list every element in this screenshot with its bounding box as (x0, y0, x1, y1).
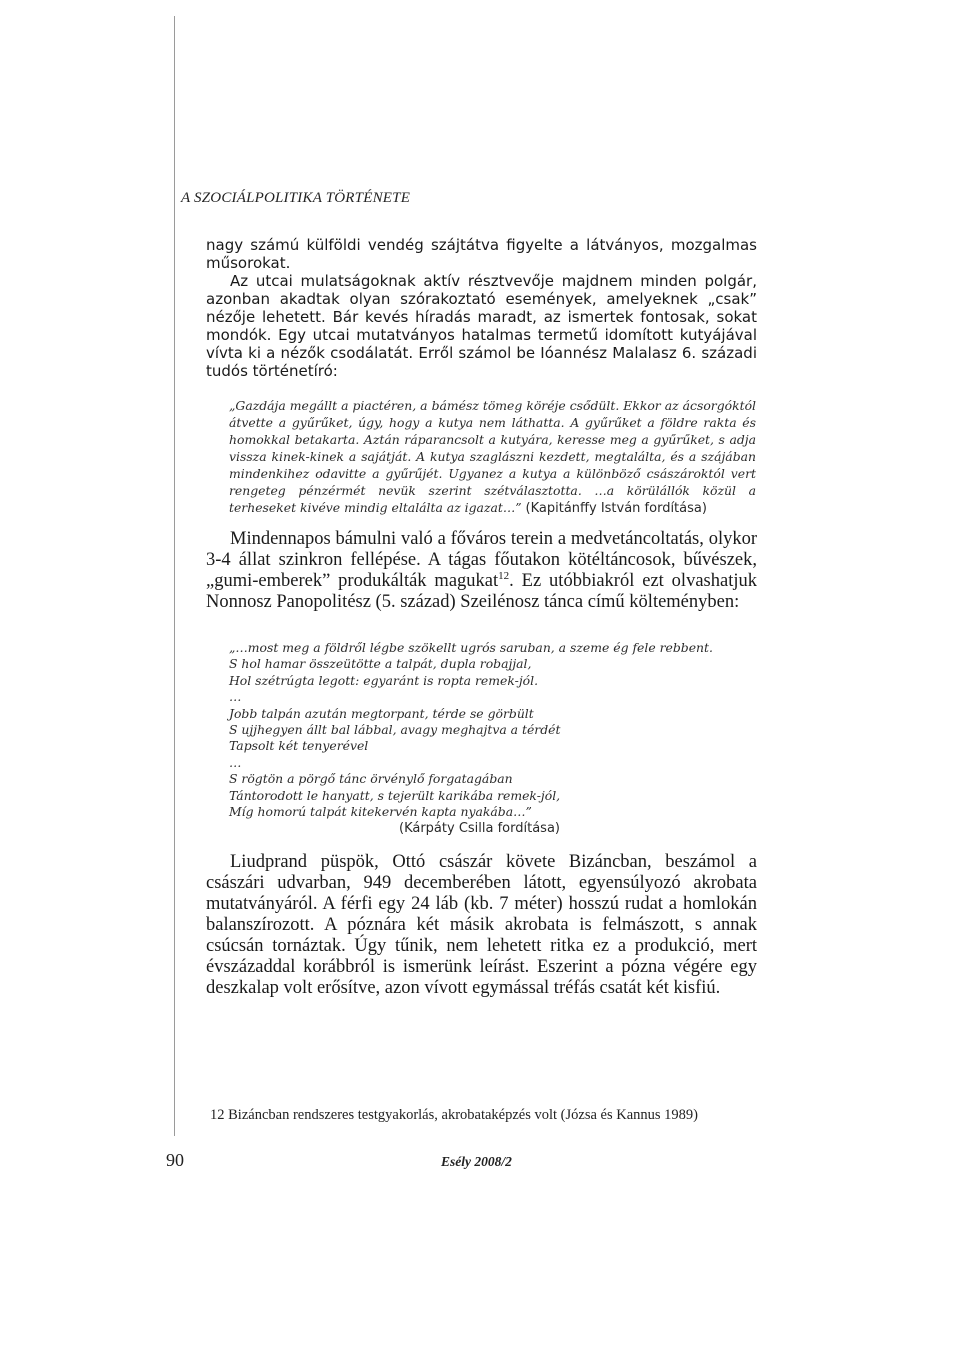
footnote-reference[interactable]: 12 (498, 569, 510, 582)
body-intro (206, 236, 757, 380)
poem-translator: (Kárpáty Csilla fordítása) (399, 821, 560, 837)
body-liudprand (206, 852, 757, 999)
quote-translator: (Kapitánffy István fordítása) (525, 501, 707, 516)
poem-line: Jobb talpán azután megtorpant, térde se görbült (229, 705, 534, 721)
poem-ellipsis: … (229, 689, 242, 705)
page-number: 90 (166, 1150, 184, 1170)
paragraph-3 (206, 529, 757, 613)
block-quote-malalas (229, 397, 756, 517)
body-street-performers (206, 529, 757, 613)
paragraph-1: nagy számú külföldi vendég szájtátva figyelte a látványos, mozgalmas műsorokat. (206, 236, 757, 272)
journal-name: Esély 2008/2 (441, 1154, 512, 1169)
poem-line: S ujjhegyen állt bal lábbal, avagy meghajtva a térdét (229, 722, 561, 738)
paragraph-4: Liudprand püspök, Ottó császár követe Bizáncban, beszámol a császári udvarban, 949 decemberében látott, egyensúlyozó akrobata mutatványáról. A férfi egy 24 láb (kb. 7 méter) hosszú rudat a homlokán balanszírozott. A póznára két másik akrobata is felmászott, s annak csúcsán tornáztak. Úgy tűnik, nem lehetett ritka ez a produkció, mert évszázaddal korábbról is ismerünk leírást. Eszerint a pózna végére egy deszkalap volt erősítve, azon vívott egymással tréfás csatát két kisfiú. (206, 852, 757, 998)
running-head: A SZOCIÁLPOLITIKA TÖRTÉNETE (181, 190, 411, 206)
poem-line: Tántorodott le hanyatt, s tejerült karikába remek-jól, (229, 787, 561, 803)
footnote-12: 12 Bizáncban rendszeres testgyakorlás, akrobataképzés volt (Józsa és Kannus 1989) (210, 1107, 699, 1123)
paragraph-2: Az utcai mulatságoknak aktív résztvevője majdnem minden polgár, azonban akadtak olyan szórakoztató események, amelyeknek „csak” nézője lehetett. Bár kevés híradás maradt, az ismertek fontosak, sokat mondók. Egy utcai mutatványos hatalmas termetű idomított kutyájával vívta ki a nézők csodálatát. Erről számol be Ióannész Malalasz 6. századi tudós történetíró: (206, 272, 757, 380)
poem-line: S rögtön a pörgő tánc örvénylő forgatagában (229, 771, 513, 787)
margin-rule (174, 16, 175, 1136)
poem-line: Míg homorú talpát kitekervén kapta nyakába…” (229, 804, 532, 820)
poem-line: „…most meg a földről légbe szökellt ugrós saruban, a szeme ég fele rebbent. (229, 640, 713, 655)
poem-line: Tapsolt két tenyerével (229, 738, 369, 754)
poem-ellipsis: … (229, 754, 242, 770)
quote-text: „Gazdája megállt a piactéren, a bámész tömeg köréje csődült. Ekkor az ácsorgóktól átvette a gyűrűket, úgy, hogy a kutya nem láthatta. A gyűrűket a földre rakta és homokkal betakarta. Aztán ráparancsolt a kutyára, keresse meg a gyűrűket, s adja vissza kinek-kinek a sajátját. A kutya szaglászni kezdett, megtalálta, és a szájában mindenkihez odavitte a gyűrűjét. Ugyanez a kutya a különböző császároktól vert rengeteg pénzérmét nevük szerint szétválasztotta. …a körülállók közül a terheseket kivéve mindig eltalálta az igazat…” (229, 398, 756, 515)
poem-line: Hol szétrúgta legott: egyaránt is ropta remek-jól. (229, 672, 539, 688)
paragraph-3-part-1: Mindennapos bámulni való a főváros terein a medvetáncoltatás, olykor 3-4 állat szinkron fellépése. A tágas főutakon kötéltáncosok, bűvészek, „gumi-emberek” produkálták magukat (206, 529, 757, 591)
poem-quote-nonnos (229, 640, 756, 838)
paragraph-3-part-2: . Ez utóbbiakról ezt olvashatjuk Nonnosz Panopolitész (5. század) Szeilénosz tánca című költeményben: (206, 571, 757, 612)
poem-line: S hol hamar összeütötte a talpát, dupla robajjal, (229, 656, 532, 672)
